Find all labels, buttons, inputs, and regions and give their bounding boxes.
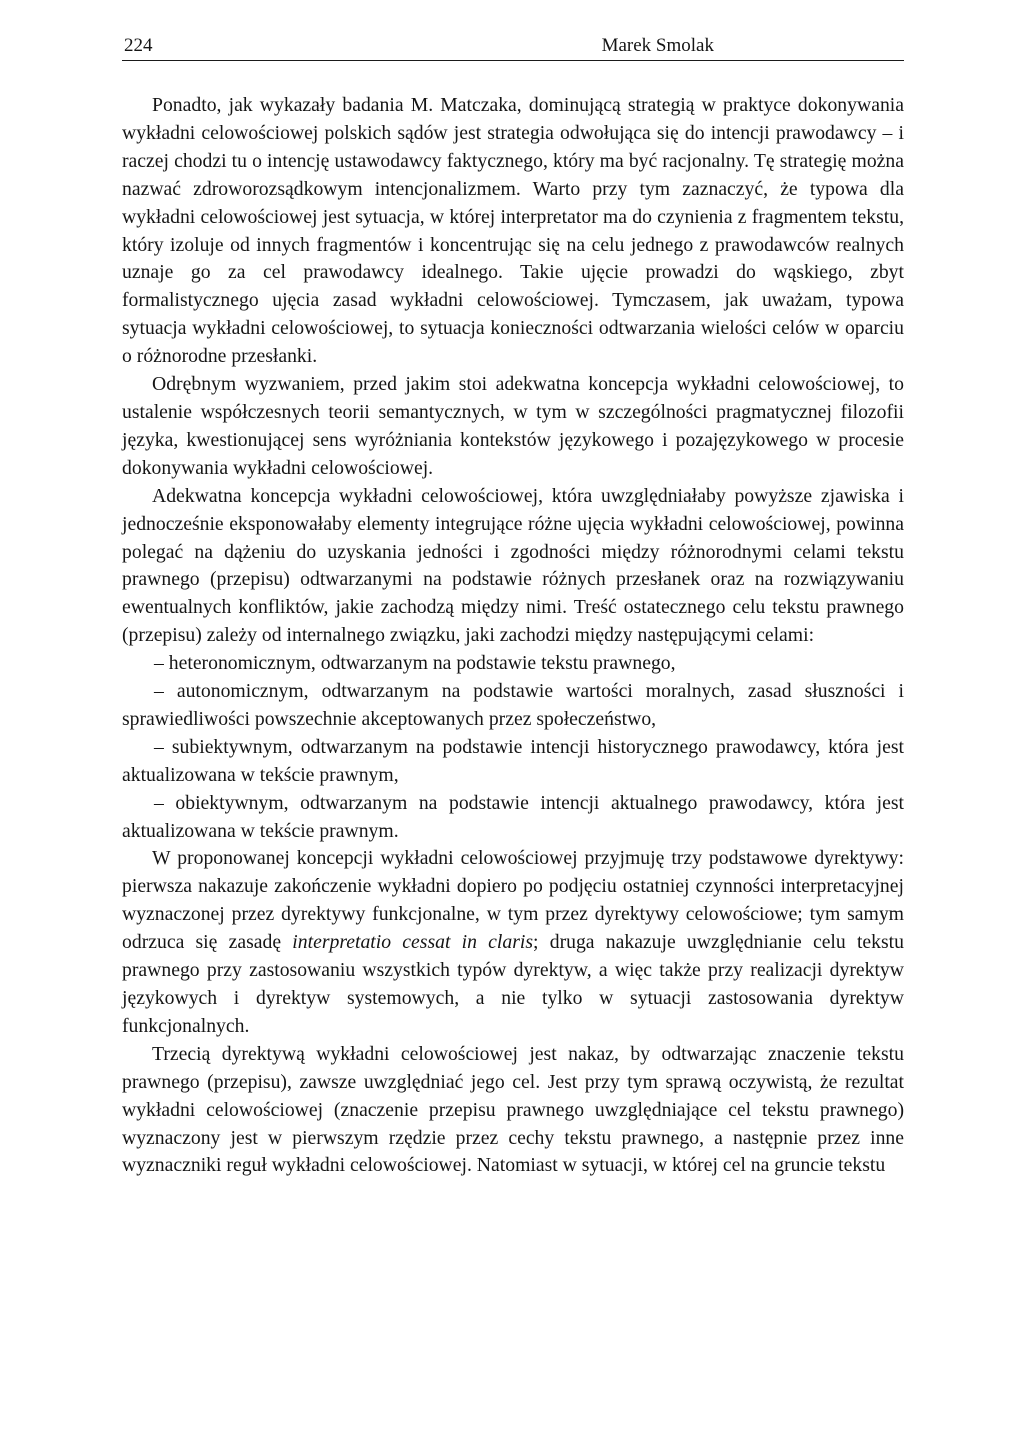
page-header bbox=[122, 32, 904, 61]
paragraph-adequate-conception: Adekwatna koncepcja wykładni celowościowej, która uwzględniałaby powyższe zjawiska i jednocześnie eksponowałaby elementy integrujące różne ujęcia wykładni celowościowej, powinna polegać na dążeniu do uzyskania jedności i zgodności między różnorodnymi celami tekstu prawnego (przepisu) odtwarzanymi na podstawie różnych przesłanek oraz na rozwiązywaniu ewentualnych konfliktów, jakie zachodzą między nimi. Treść ostatecznego celu tekstu prawnego (przepisu) zależy od internalnego związku, jaki zachodzi między następującymi celami: bbox=[122, 484, 904, 647]
paragraph-third-directive: Trzecią dyrektywą wykładni celowościowej jest nakaz, by odtwarzając znaczenie tekstu prawnego (przepisu), zawsze uwzględniać jego cel. Jest przy tym sprawą oczywistą, że rezultat wykładni celowościowej (znaczenie przepisu prawnego uwzględniające cel tekstu prawnego) wyznaczony jest w pierwszym rzędzie przez cechy tekstu prawnego, a następnie przez inne wyznaczniki reguł wykładni celowościowej. Natomiast w sytuacji, w której cel na gruncie tekstu bbox=[122, 1042, 904, 1177]
paragraph-semantic-challenge: Odrębnym wyzwaniem, przed jakim stoi adekwatna koncepcja wykładni celowościowej, to ustalenie współczesnych teorii semantycznych, w tym w szczególności pragmatycznej filozofii języka, kwestionującej sens wyróżniania kontekstów językowego i pozajęzykowego w procesie dokonywania wykładni celowościowej. bbox=[122, 373, 904, 479]
body-text bbox=[122, 92, 904, 1180]
directives-text-start: W proponowanej koncepcji wykładni celowościowej przyjmuję trzy podstawowe dyrektywy: pierwsza nakazuje zakończenie wykładni dopiero po podjęciu ostatniej czynności interpretacyjnej wyznaczonej przez dyrektywy funkcjonalne, w tym przez dyrektywy celowościowe; tym samym odrzuca się zasadę bbox=[122, 847, 904, 954]
list-item-heteronomous: – heteronomicznym, odtwarzanym na podstawie tekstu prawnego, bbox=[154, 652, 676, 675]
page-number: 224 bbox=[124, 35, 153, 56]
paragraph-directives bbox=[122, 845, 904, 1040]
list-item-objective: – obiektywnym, odtwarzanym na podstawie intencji aktualnego prawodawcy, która jest aktualizowana w tekście prawnym. bbox=[122, 791, 904, 842]
paragraph-intentionalism: Ponadto, jak wykazały badania M. Matczaka, dominującą strategią w praktyce dokonywania wykładni celowościowej polskich sądów jest strategia odwołująca się do intencji prawodawcy – i raczej chodzi tu o intencję ustawodawcy faktycznego, który ma być racjonalny. Tę strategię można nazwać zdroworozsądkowym intencjonalizmem. Warto przy tym zaznaczyć, że typowa dla wykładni celowościowej jest sytuacja, w której interpretator ma do czynienia z fragmentem tekstu, który izoluje od innych fragmentów i koncentrując się na celu jednego z prawodawców realnych uznaje go za cel prawodawcy idealnego. Takie ujęcie prowadzi do wąskiego, zbyt formalistycznego ujęcia zasad wykładni celowościowej. Tymczasem, jak uważam, typowa sytuacja wykładni celowościowej, to sytuacja konieczności odtwarzania wielości celów w oparciu o różnorodne przesłanki. bbox=[122, 94, 904, 368]
latin-maxim: interpretatio cessat in claris bbox=[292, 931, 534, 954]
list-item-autonomous: – autonomicznym, odtwarzanym na podstawie wartości moralnych, zasad słuszności i sprawiedliwości powszechnie akceptowanych przez społeczeństwo, bbox=[122, 680, 904, 730]
running-head-author: Marek Smolak bbox=[601, 35, 714, 56]
list-item-subjective: – subiektywnym, odtwarzanym na podstawie intencji historycznego prawodawcy, która jest aktualizowana w tekście prawnym, bbox=[122, 735, 904, 786]
directives-text-end: ; druga nakazuje uwzględnianie celu tekstu prawnego przy zastosowaniu wszystkich typów dyrektyw, a więc także przy realizacji dyrektyw językowych i dyrektyw systemowych, a nie tylko w sytuacji zastosowania dyrektyw funkcjonalnych. bbox=[122, 931, 904, 1037]
